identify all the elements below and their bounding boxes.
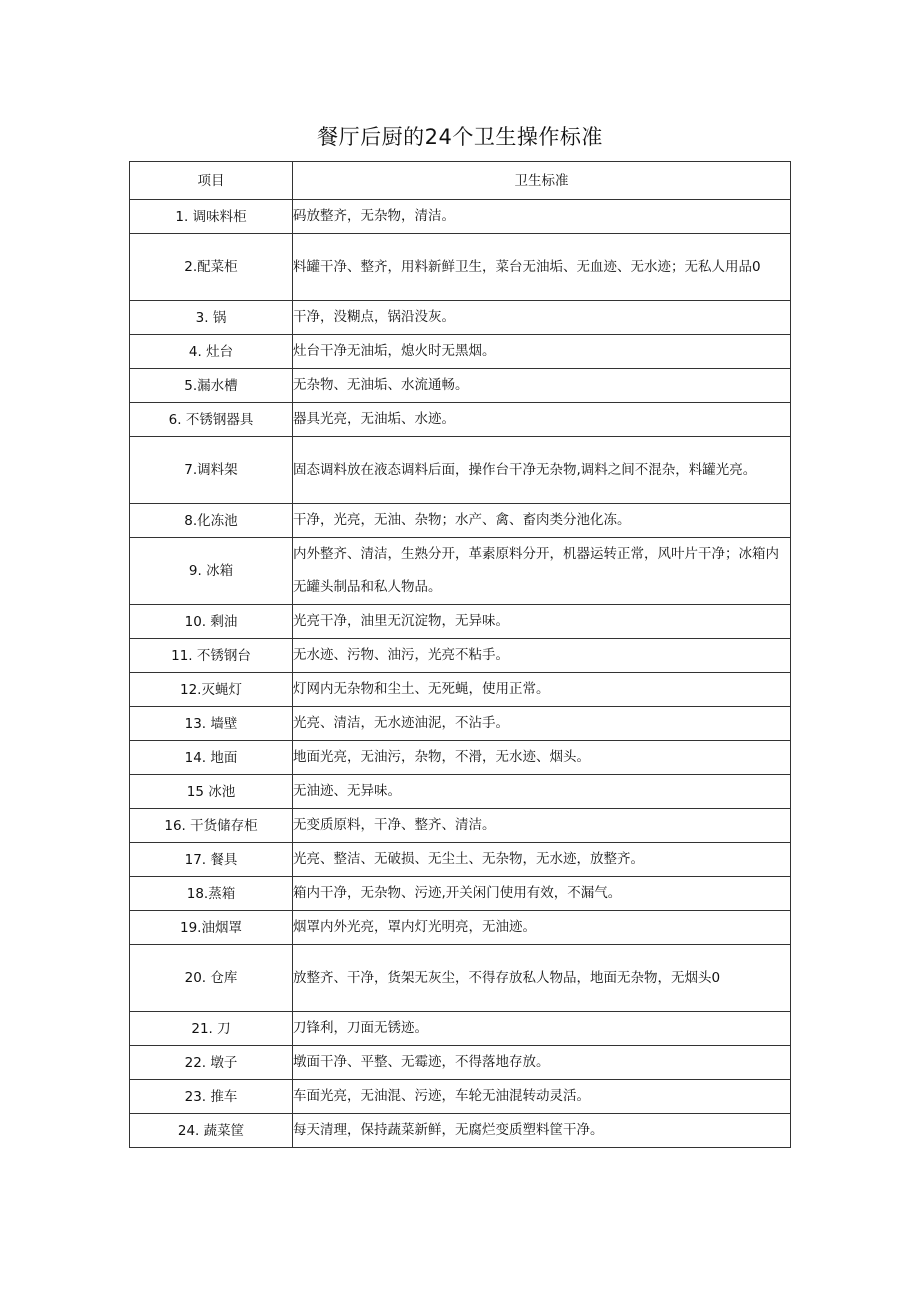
standard-cell: 料罐干净、整齐，用料新鲜卫生，菜台无油垢、无血迹、无水迹；无私人用品0 bbox=[293, 234, 791, 301]
item-cell: 15 冰池 bbox=[130, 775, 293, 809]
table-row bbox=[130, 911, 791, 945]
standard-cell: 码放整齐，无杂物，清洁。 bbox=[293, 200, 791, 234]
table-row bbox=[130, 1012, 791, 1046]
item-cell: 1. 调味料柜 bbox=[130, 200, 293, 234]
page-title: 餐厅后厨的24个卫生操作标准 bbox=[317, 125, 603, 149]
item-cell: 8.化冻池 bbox=[130, 504, 293, 538]
item-cell: 21. 刀 bbox=[130, 1012, 293, 1046]
item-cell: 24. 蔬菜筐 bbox=[130, 1114, 293, 1148]
table-row bbox=[130, 673, 791, 707]
standard-cell: 干净，没糊点，锅沿没灰。 bbox=[293, 301, 791, 335]
standard-cell: 无水迹、污物、油污，光亮不粘手。 bbox=[293, 639, 791, 673]
item-cell: 19.油烟罩 bbox=[130, 911, 293, 945]
item-cell: 18.蒸箱 bbox=[130, 877, 293, 911]
table-header-row bbox=[130, 162, 791, 200]
table-row bbox=[130, 1046, 791, 1080]
standard-cell: 烟罩内外光亮，罩内灯光明亮，无油迹。 bbox=[293, 911, 791, 945]
item-cell: 23. 推车 bbox=[130, 1080, 293, 1114]
table-row bbox=[130, 945, 791, 1012]
standard-cell: 固态调料放在液态调料后面，操作台干净无杂物,调料之间不混杂，料罐光亮。 bbox=[293, 437, 791, 504]
item-cell: 13. 墙壁 bbox=[130, 707, 293, 741]
standard-cell: 放整齐、干净，货架无灰尘，不得存放私人物品，地面无杂物，无烟头0 bbox=[293, 945, 791, 1012]
table-row bbox=[130, 200, 791, 234]
hygiene-standards-table bbox=[129, 161, 791, 1148]
standard-cell: 无杂物、无油垢、水流通畅。 bbox=[293, 369, 791, 403]
table-row bbox=[130, 403, 791, 437]
item-cell: 14. 地面 bbox=[130, 741, 293, 775]
item-cell: 22. 墩子 bbox=[130, 1046, 293, 1080]
item-cell: 7.调料架 bbox=[130, 437, 293, 504]
item-cell: 12.灭蝇灯 bbox=[130, 673, 293, 707]
item-cell: 9. 冰箱 bbox=[130, 538, 293, 605]
table-row bbox=[130, 369, 791, 403]
standard-cell: 内外整齐、清洁，生熟分开，革素原料分开，机器运转正常，风叶片干净；冰箱内无罐头制品和私人物品。 bbox=[293, 538, 791, 605]
table-row bbox=[130, 707, 791, 741]
standard-cell: 车面光亮，无油混、污迹，车轮无油混转动灵活。 bbox=[293, 1080, 791, 1114]
header-item: 项目 bbox=[130, 162, 293, 200]
item-cell: 16. 干货储存柜 bbox=[130, 809, 293, 843]
standard-cell: 灯网内无杂物和尘土、无死蝇，使用正常。 bbox=[293, 673, 791, 707]
item-cell: 2.配菜柜 bbox=[130, 234, 293, 301]
table-row bbox=[130, 538, 791, 605]
table-row bbox=[130, 504, 791, 538]
item-cell: 5.漏水槽 bbox=[130, 369, 293, 403]
standard-cell: 光亮、整洁、无破损、无尘土、无杂物，无水迹，放整齐。 bbox=[293, 843, 791, 877]
standard-cell: 地面光亮，无油污，杂物，不滑，无水迹、烟头。 bbox=[293, 741, 791, 775]
standard-cell: 光亮干净，油里无沉淀物，无异味。 bbox=[293, 605, 791, 639]
standard-cell: 光亮、清洁，无水迹油泥，不沾手。 bbox=[293, 707, 791, 741]
standard-cell: 器具光亮，无油垢、水迹。 bbox=[293, 403, 791, 437]
standard-cell: 灶台干净无油垢，熄火时无黑烟。 bbox=[293, 335, 791, 369]
header-standard: 卫生标准 bbox=[293, 162, 791, 200]
standard-cell: 每天清理，保持蔬菜新鲜，无腐烂变质塑料筐干净。 bbox=[293, 1114, 791, 1148]
table-row bbox=[130, 775, 791, 809]
table-row bbox=[130, 301, 791, 335]
item-cell: 20. 仓库 bbox=[130, 945, 293, 1012]
table-row bbox=[130, 809, 791, 843]
item-cell: 17. 餐具 bbox=[130, 843, 293, 877]
standard-cell: 干净，光亮，无油、杂物；水产、禽、畜肉类分池化冻。 bbox=[293, 504, 791, 538]
table-row bbox=[130, 234, 791, 301]
table-row bbox=[130, 741, 791, 775]
standard-cell: 箱内干净，无杂物、污迹,开关闲门使用有效，不漏气。 bbox=[293, 877, 791, 911]
table-row bbox=[130, 605, 791, 639]
table-row bbox=[130, 877, 791, 911]
item-cell: 3. 锅 bbox=[130, 301, 293, 335]
table-row bbox=[130, 335, 791, 369]
standard-cell: 墩面干净、平整、无霉迹，不得落地存放。 bbox=[293, 1046, 791, 1080]
table-row bbox=[130, 639, 791, 673]
item-cell: 10. 剩油 bbox=[130, 605, 293, 639]
standard-cell: 无油迹、无异味。 bbox=[293, 775, 791, 809]
item-cell: 4. 灶台 bbox=[130, 335, 293, 369]
table-row bbox=[130, 437, 791, 504]
table-row bbox=[130, 1114, 791, 1148]
standard-cell: 刀锋利，刀面无锈迹。 bbox=[293, 1012, 791, 1046]
table-row bbox=[130, 843, 791, 877]
standard-cell: 无变质原料，干净、整齐、清洁。 bbox=[293, 809, 791, 843]
item-cell: 6. 不锈钢器具 bbox=[130, 403, 293, 437]
table-row bbox=[130, 1080, 791, 1114]
item-cell: 11. 不锈钢台 bbox=[130, 639, 293, 673]
